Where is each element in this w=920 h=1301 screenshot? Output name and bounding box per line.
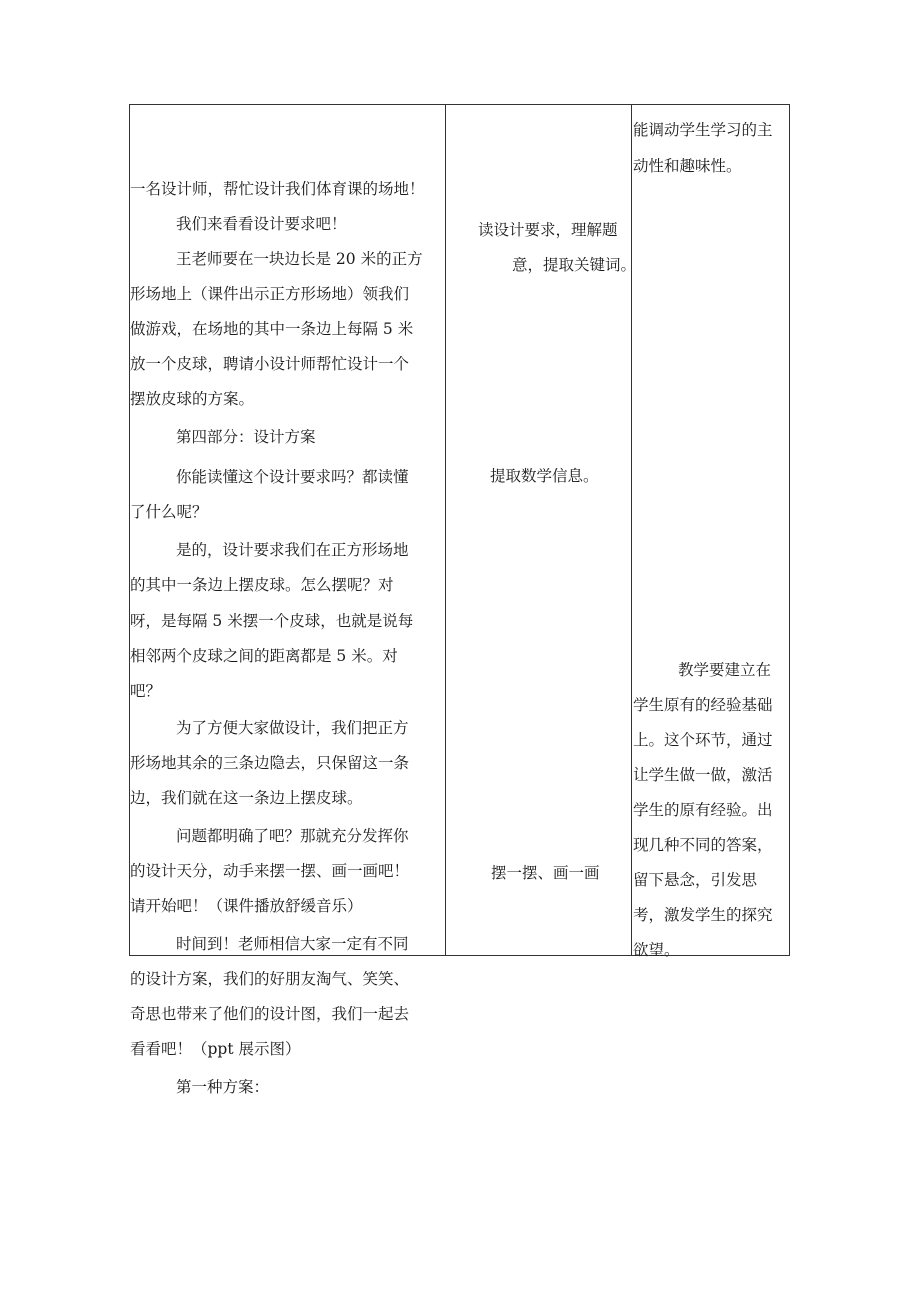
student-activity-cell xyxy=(446,105,637,955)
text-line: 王老师要在一块边长是 20 米的正方 xyxy=(176,250,423,268)
text-line: 为了方便大家做设计，我们把正方 xyxy=(176,719,409,737)
text-line: 了什么呢？ xyxy=(130,503,208,521)
text-line: 上。这个环节，通过 xyxy=(633,731,773,749)
text-line: 提取数学信息。 xyxy=(490,467,599,485)
text-line: 的设计天分，动手来摆一摆、画一画吧！ xyxy=(130,862,410,880)
text-line: 一名设计师，帮忙设计我们体育课的场地！ xyxy=(130,180,425,198)
text-line: 的其中一条边上摆皮球。怎么摆呢？对 xyxy=(130,576,394,594)
text-line: 摆放皮球的方案。 xyxy=(130,390,255,408)
text-line: 做游戏，在场地的其中一条边上每隔 5 米 xyxy=(130,320,414,338)
text-line: 学生原有的经验基础 xyxy=(633,696,773,714)
text-line: 欲望。 xyxy=(633,941,680,959)
text-line: 时间到！老师相信大家一定有不同 xyxy=(176,935,409,953)
text-line: 相邻两个皮球之间的距离都是 5 米。对 xyxy=(130,647,398,665)
text-line: 奇思也带来了他们的设计图，我们一起去 xyxy=(130,1005,410,1023)
lesson-plan-table xyxy=(129,104,790,1096)
text-line: 让学生做一做，激活 xyxy=(633,766,773,784)
text-line: 吧？ xyxy=(130,682,162,700)
text-line: 边，我们就在这一条边上摆皮球。 xyxy=(130,789,363,807)
text-line: 现几种不同的答案， xyxy=(633,836,773,854)
text-line: 形场地上（课件出示正方形场地）领我们 xyxy=(130,285,410,303)
text-line: 意，提取关键词。 xyxy=(512,256,637,274)
text-line: 动性和趣味性。 xyxy=(633,157,742,175)
text-line: 读设计要求，理解题 xyxy=(478,221,618,239)
text-line: 我们来看看设计要求吧！ xyxy=(176,215,347,233)
text-line: 是的，设计要求我们在正方形场地 xyxy=(176,541,409,559)
text-line: 呀，是每隔 5 米摆一个皮球，也就是说每 xyxy=(130,612,414,630)
text-line: 教学要建立在 xyxy=(678,661,772,679)
design-intent-cell xyxy=(632,105,790,959)
text-line: 的设计方案，我们的好朋友淘气、笑笑、 xyxy=(130,970,410,988)
text-line: 形场地其余的三条边隐去，只保留这一条 xyxy=(130,754,410,772)
text-line: 能调动学生学习的主 xyxy=(633,121,773,139)
text-line: 问题都明确了吧？那就充分发挥你 xyxy=(176,827,409,845)
text-line: 学生的原有经验。出 xyxy=(633,801,773,819)
text-line: 放一个皮球，聘请小设计师帮忙设计一个 xyxy=(130,355,410,373)
section-heading: 第四部分：设计方案 xyxy=(176,428,316,446)
text-line: 你能读懂这个设计要求吗？都读懂 xyxy=(176,468,409,486)
teacher-activity-cell xyxy=(130,105,445,1096)
text-line: 请开始吧！（课件播放舒缓音乐） xyxy=(130,897,363,915)
text-line: 留下悬念，引发思 xyxy=(633,871,758,889)
text-line: 摆一摆、画一画 xyxy=(491,864,600,882)
text-line: 看看吧！（ppt 展示图） xyxy=(130,1040,301,1058)
text-line: 考，激发学生的探究 xyxy=(633,906,773,924)
text-line: 第一种方案： xyxy=(176,1078,270,1096)
